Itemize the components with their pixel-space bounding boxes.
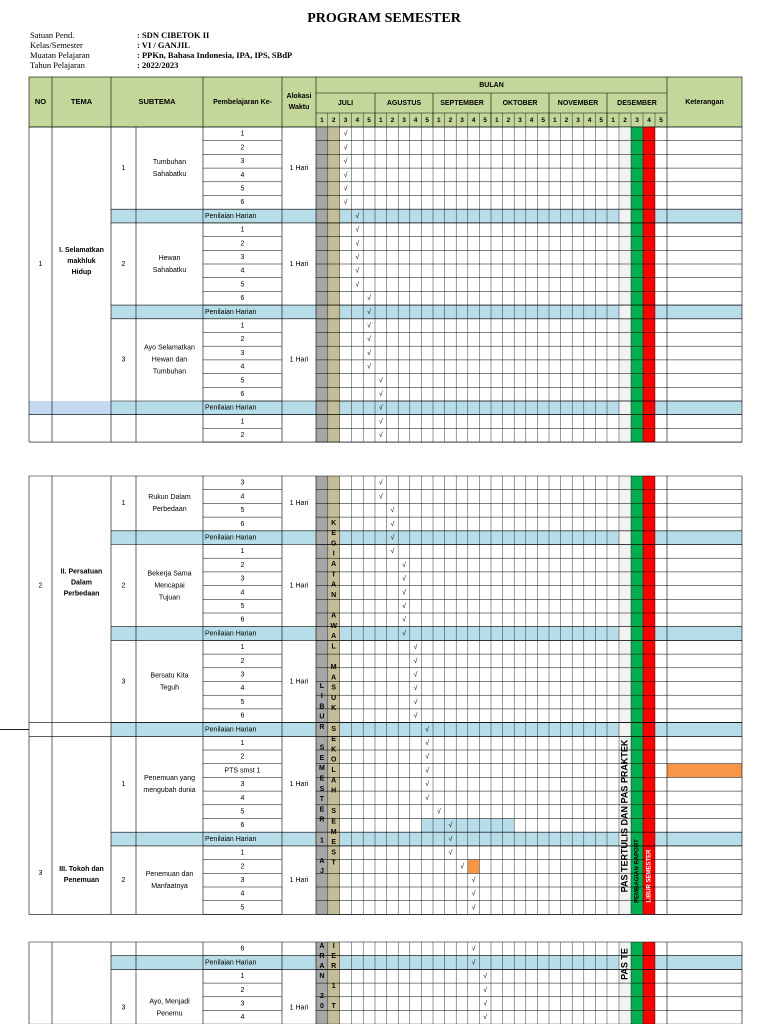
subtema-number: 1 <box>121 781 126 789</box>
pembelajaran-number: 5 <box>240 507 245 515</box>
kegiatan-awal-letter: A <box>331 581 337 589</box>
header-week-number: 5 <box>367 117 371 125</box>
pembelajaran-number: 6 <box>240 390 245 398</box>
schedule-check: √ <box>471 904 476 912</box>
pembelajaran-number: 4 <box>240 890 245 898</box>
libur-semester-letter: A <box>319 962 325 970</box>
libur-semester-letter: 2 <box>319 992 324 1000</box>
schedule-check: √ <box>343 185 348 193</box>
schedule-check: √ <box>425 767 430 775</box>
header-week-number: 1 <box>320 117 324 125</box>
schedule-check: √ <box>413 657 418 665</box>
pembelajaran-number: 3 <box>240 671 245 679</box>
subtema-number: 2 <box>121 876 126 884</box>
schedule-check: √ <box>413 685 418 693</box>
kegiatan-awal-letter: E <box>331 736 337 744</box>
header-pembelajaran: Pembelajaran Ke- <box>213 98 272 106</box>
schedule-check: √ <box>343 158 348 166</box>
pembelajaran-number: 4 <box>240 363 245 371</box>
penilaian-label: Penilaian Harian <box>205 630 257 638</box>
pembelajaran-number: 1 <box>240 226 245 234</box>
kegiatan-awal-letter: E <box>331 952 337 960</box>
alokasi-value: 1 Hari <box>289 582 309 590</box>
schedule-check: √ <box>378 493 383 501</box>
meta-label: Tahun Pelajaran <box>30 60 85 70</box>
schedule-check: √ <box>425 794 430 802</box>
tema-name: Perbedaan <box>63 590 100 598</box>
header-bulan: BULAN <box>479 81 504 89</box>
subtema-number: 3 <box>121 356 126 364</box>
tema-number: 2 <box>38 582 43 590</box>
libur-semester-letter: S <box>319 785 325 793</box>
kegiatan-awal-letter: T <box>331 571 336 579</box>
schedule-check: √ <box>471 890 476 898</box>
schedule-check: √ <box>367 308 372 316</box>
penilaian-label: Penilaian Harian <box>205 959 257 967</box>
libur-semester-letter: R <box>319 952 325 960</box>
kegiatan-awal-letter: A <box>331 633 337 641</box>
kegiatan-awal-letter: A <box>331 674 337 682</box>
header-month-agustus: AGUSTUS <box>386 99 422 107</box>
subtema-name: mengubah dunia <box>143 787 196 795</box>
subtema-name: Teguh <box>159 684 180 692</box>
kegiatan-awal-letter: S <box>331 684 337 692</box>
pas-label: PAS TERTULIS DAN PAS PRAKTEK <box>619 739 630 893</box>
schedule-check: √ <box>355 240 360 248</box>
libur-semester-letter: I <box>320 693 323 701</box>
libur-semester-letter: 1 <box>319 837 324 845</box>
header-week-number: 4 <box>413 117 418 125</box>
header-week-number: 3 <box>576 117 580 125</box>
pembelajaran-number: 6 <box>240 199 245 207</box>
subtema-name: Bersatu Kita <box>150 672 189 680</box>
pembelajaran-number: 5 <box>240 185 245 193</box>
schedule-check: √ <box>390 548 395 556</box>
schedule-check: √ <box>448 822 453 830</box>
pembelajaran-number: 2 <box>240 863 245 871</box>
kegiatan-awal-letter: A <box>331 777 337 785</box>
subtema-number: 2 <box>121 582 126 590</box>
libur-semester-letter: S <box>319 744 325 752</box>
pembelajaran-number: 1 <box>240 548 245 556</box>
schedule-check: √ <box>378 404 383 412</box>
header-week-number: 5 <box>599 117 604 125</box>
libur-semester-letter: J <box>319 868 324 876</box>
libur-semester-letter: A <box>319 857 325 865</box>
header-week-number: 1 <box>436 117 441 125</box>
header-alokasi: Waktu <box>288 103 310 111</box>
schedule-check: √ <box>413 644 418 652</box>
subtema-name: Ayo, Menjadi <box>149 998 190 1006</box>
libur-semester-letter: N <box>319 972 325 980</box>
header-month-november: NOVEMBER <box>557 99 599 107</box>
kegiatan-awal-letter: M <box>330 828 337 836</box>
kegiatan-awal-letter: G <box>330 540 337 548</box>
schedule-check: √ <box>448 849 453 857</box>
schedule-check: √ <box>343 199 348 207</box>
schedule-check: √ <box>378 377 383 385</box>
pas-column <box>619 127 631 442</box>
tema-number: 1 <box>38 260 43 268</box>
pembelajaran-number: 6 <box>240 822 245 830</box>
libur-semester-column <box>643 127 655 442</box>
meta-value: : 2022/2023 <box>137 60 179 70</box>
header-week-number: 5 <box>659 117 663 125</box>
schedule-check: √ <box>355 267 360 275</box>
alokasi-value: 1 Hari <box>289 500 309 508</box>
schedule-check: √ <box>390 520 395 528</box>
subtema-name: Penemuan dan <box>145 870 194 878</box>
subtema-name: Ayo Selamatkan <box>144 344 195 352</box>
libur-semester-letter: R <box>319 724 325 732</box>
pembelajaran-number: 6 <box>240 945 245 953</box>
pembelajaran-number: 4 <box>240 171 245 179</box>
header-week-number: 4 <box>587 117 592 125</box>
kegiatan-awal-letter: K <box>331 519 337 527</box>
pembelajaran-number: 5 <box>240 377 245 385</box>
meta-value: : SDN CIBETOK II <box>137 30 210 40</box>
schedule-check: √ <box>390 507 395 515</box>
schedule-check: √ <box>378 432 383 440</box>
subtema-number: 2 <box>121 260 126 268</box>
kegiatan-awal-letter: A <box>331 561 337 569</box>
header-week-number: 3 <box>402 117 406 125</box>
alokasi-value: 1 Hari <box>289 876 309 884</box>
schedule-check: √ <box>355 281 360 289</box>
pembelajaran-number: 2 <box>240 240 245 248</box>
libur-semester-letter: L <box>319 682 325 690</box>
kegiatan-awal-letter: 1 <box>331 982 336 990</box>
schedule-check: √ <box>343 171 348 179</box>
kegiatan-awal-letter: I <box>332 942 335 950</box>
schedule-check: √ <box>390 534 395 542</box>
header-week-number: 3 <box>460 117 464 125</box>
header-week-number: 1 <box>552 117 557 125</box>
header-alokasi: Alokasi <box>286 92 312 100</box>
libur-semester-letter: A <box>319 942 325 950</box>
meta-label: Muatan Pelajaran <box>30 50 90 60</box>
kegiatan-awal-letter: K <box>331 705 337 713</box>
schedule-check: √ <box>425 726 430 734</box>
alokasi-value: 1 Hari <box>289 164 309 172</box>
header-tema: TEMA <box>70 96 93 106</box>
tema-name: II. Persatuan <box>60 568 103 576</box>
header-week-number: 2 <box>564 117 569 125</box>
pembelajaran-number: 3 <box>240 479 245 487</box>
schedule-check: √ <box>425 753 430 761</box>
pembelajaran-number: 1 <box>240 130 245 138</box>
penilaian-label: Penilaian Harian <box>205 835 257 843</box>
subtema-name: Tumbuhan <box>152 158 187 166</box>
tema-name: Penemuan <box>63 877 100 885</box>
kegiatan-awal-letter: I <box>332 550 335 558</box>
kegiatan-awal-letter: E <box>331 530 337 538</box>
pembelajaran-number: 2 <box>240 657 245 665</box>
pembelajaran-number: 1 <box>240 739 245 747</box>
kegiatan-awal-letter: E <box>331 839 337 847</box>
pembelajaran-number: 4 <box>240 589 245 597</box>
pembelajaran-number: 2 <box>240 144 245 152</box>
header-week-number: 1 <box>611 117 615 125</box>
kegiatan-awal-letter: L <box>331 643 336 651</box>
tema-name: III. Tokoh dan <box>59 866 104 874</box>
subtema-number: 3 <box>121 1004 126 1012</box>
pembelajaran-number: 1 <box>240 973 245 981</box>
header-week-number: 3 <box>343 117 348 125</box>
schedule-check: √ <box>402 575 406 583</box>
subtema-name: Mencapai <box>154 582 185 590</box>
pembelajaran-number: 6 <box>240 295 245 303</box>
pembelajaran-number: 2 <box>240 561 245 569</box>
header-month-september: SEPTEMBER <box>440 99 484 107</box>
pembelajaran-number: 4 <box>240 794 245 802</box>
meta-label: Satuan Pend. <box>30 30 75 40</box>
kegiatan-awal-letter: S <box>331 808 337 816</box>
subtema-number: 3 <box>121 678 126 686</box>
libur-semester-letter: M <box>318 765 325 773</box>
header-week-number: 2 <box>623 117 627 125</box>
schedule-check: √ <box>367 336 372 344</box>
schedule-check: √ <box>483 1014 488 1022</box>
subtema-number: 1 <box>121 500 126 508</box>
kegiatan-awal-letter: E <box>331 818 337 826</box>
subtema-name: Rukun Dalam <box>148 494 191 502</box>
subtema-name: Tumbuhan <box>152 368 187 376</box>
libur-semester-letter: E <box>319 754 325 762</box>
header-week-number: 4 <box>471 117 476 125</box>
libur-semester-letter: E <box>319 806 325 814</box>
pembelajaran-number: 2 <box>240 753 245 761</box>
schedule-check: √ <box>378 390 383 398</box>
header-keterangan: Keterangan <box>685 98 724 106</box>
pembelajaran-number: 1 <box>240 418 245 426</box>
kegiatan-awal-letter: W <box>330 622 338 630</box>
schedule-check: √ <box>402 630 406 638</box>
pembelajaran-number: 2 <box>240 432 245 440</box>
libur-column <box>316 127 328 442</box>
header-week-number: 4 <box>647 117 651 125</box>
pembelajaran-number: 6 <box>240 712 245 720</box>
schedule-check: √ <box>413 712 418 720</box>
schedule-check: √ <box>367 363 372 371</box>
meta-value: : PPKn, Bahasa Indonesia, IPA, IPS, SBdP <box>137 50 293 60</box>
kegiatan-awal-letter: A <box>331 612 337 620</box>
subtema-name: Penemuan yang <box>144 775 195 783</box>
schedule-check: √ <box>471 945 476 953</box>
schedule-check: √ <box>402 602 406 610</box>
pembelajaran-number: 3 <box>240 158 245 166</box>
pembelajaran-number: 6 <box>240 616 245 624</box>
header-week-number: 4 <box>529 117 534 125</box>
pembelajaran-number: 5 <box>240 904 245 912</box>
tema-name: makhluk <box>67 258 96 266</box>
kegiatan-awal-letter: H <box>331 787 337 795</box>
schedule-check: √ <box>367 295 372 303</box>
pembelajaran-number: 4 <box>240 493 245 501</box>
subtema-name: Manfaatnya <box>151 882 188 890</box>
kegiatan-awal-letter: S <box>331 849 337 857</box>
pembelajaran-number: 1 <box>240 849 245 857</box>
kegiatan-awal-letter: R <box>331 962 337 970</box>
header-week-number: 4 <box>355 117 360 125</box>
tema-name: Dalam <box>70 579 93 587</box>
schedule-check: √ <box>460 863 464 871</box>
schedule-check: √ <box>402 589 406 597</box>
subtema-name: Hewan <box>158 254 181 262</box>
libur-semester-letter: B <box>319 703 325 711</box>
pembelajaran-number: 5 <box>240 808 245 816</box>
libur-semester-letter: T <box>319 796 325 804</box>
schedule-check: √ <box>367 322 372 330</box>
pas-label: PAS TE <box>619 948 630 980</box>
pembelajaran-number: 6 <box>240 520 245 528</box>
pembelajaran-number: 3 <box>240 575 245 583</box>
header-month-juli: JULI <box>337 99 354 107</box>
schedule-check: √ <box>367 349 372 357</box>
alokasi-value: 1 Hari <box>289 1004 309 1012</box>
kegiatan-awal-letter: T <box>331 1002 336 1010</box>
pembelajaran-number: 3 <box>240 253 245 261</box>
pembelajaran-number: 5 <box>240 698 245 706</box>
page-title: PROGRAM SEMESTER <box>307 11 461 26</box>
penilaian-label: Penilaian Harian <box>205 212 257 220</box>
header-week-number: 5 <box>483 117 488 125</box>
alokasi-value: 1 Hari <box>289 356 309 364</box>
subtema-name: Hewan dan <box>151 356 188 364</box>
header-week-number: 2 <box>506 117 511 125</box>
alokasi-value: 1 Hari <box>289 260 309 268</box>
pembelajaran-number: 1 <box>240 644 245 652</box>
header-week-number: 3 <box>518 117 522 125</box>
header-no: NO <box>34 96 47 106</box>
header-month-oktober: OKTOBER <box>502 99 538 107</box>
subtema-name: Sahabatku <box>152 266 187 274</box>
schedule-check: √ <box>413 671 418 679</box>
schedule-check: √ <box>355 212 360 220</box>
libur-semester-letter: U <box>319 713 325 721</box>
penilaian-label: Penilaian Harian <box>205 308 257 316</box>
pembelajaran-number: 3 <box>240 876 245 884</box>
subtema-name: Tujuan <box>158 594 181 602</box>
pembelajaran-number: 4 <box>240 685 245 693</box>
kegiatan-awal-letter: O <box>330 756 337 764</box>
penilaian-label: Penilaian Harian <box>205 534 257 542</box>
penilaian-row-bg <box>29 401 111 415</box>
pembelajaran-number: PTS smst 1 <box>224 767 261 775</box>
schedule-check: √ <box>402 561 406 569</box>
schedule-check: √ <box>448 835 453 843</box>
header-week-number: 5 <box>541 117 546 125</box>
schedule-check: √ <box>436 808 441 816</box>
pembelajaran-number: 5 <box>240 281 245 289</box>
schedule-check: √ <box>483 986 488 994</box>
kegiatan-awal-letter: S <box>331 725 337 733</box>
schedule-check: √ <box>355 253 360 261</box>
kegiatan-awal-letter: K <box>331 746 337 754</box>
meta-label: Kelas/Semester <box>30 40 83 50</box>
schedule-check: √ <box>425 781 430 789</box>
pts-highlight <box>667 764 742 778</box>
kegiatan-awal-letter: M <box>330 664 337 672</box>
raport-column <box>631 127 643 442</box>
kegiatan-awal-letter: T <box>331 859 336 867</box>
libur-semester-letter: 0 <box>319 1002 324 1010</box>
header-week-number: 3 <box>635 117 639 125</box>
kegiatan-awal-letter: L <box>331 767 336 775</box>
schedule-check: √ <box>378 418 383 426</box>
pembelajaran-number: 4 <box>240 267 245 275</box>
schedule-check: √ <box>471 959 476 967</box>
subtema-name: Bekerja Sama <box>147 570 192 578</box>
header-week-number: 2 <box>331 117 336 125</box>
meta-value: : VI / GANJIL <box>137 40 190 50</box>
schedule-check: √ <box>402 616 406 624</box>
kegiatan-awal-letter: U <box>331 694 337 702</box>
alokasi-value: 1 Hari <box>289 678 309 686</box>
kegiatan-awal-letter: N <box>331 591 337 599</box>
pembelajaran-number: 5 <box>240 602 245 610</box>
pembelajaran-number: 4 <box>240 1014 245 1022</box>
libur-semester-letter: R <box>319 816 325 824</box>
header-month-desember: DESEMBER <box>617 99 657 107</box>
pembelajaran-number: 3 <box>240 349 245 357</box>
libur-semester-label: LIBUR SEMESTER <box>646 849 653 903</box>
subtema-name: Perbedaan <box>152 506 187 514</box>
pembelajaran-number: 3 <box>240 1000 245 1008</box>
pembelajaran-number: 1 <box>240 322 245 330</box>
penilaian-label: Penilaian Harian <box>205 404 257 412</box>
schedule-check: √ <box>355 226 360 234</box>
schedule-check: √ <box>425 739 430 747</box>
header-subtema: SUBTEMA <box>138 96 176 106</box>
subtema-number: 1 <box>121 164 126 172</box>
schedule-check: √ <box>483 973 488 981</box>
subtema-name: Sahabatku <box>152 170 187 178</box>
pembelajaran-number: 3 <box>240 781 245 789</box>
kegiatan-column <box>328 127 340 442</box>
header-week-number: 1 <box>378 117 383 125</box>
schedule-check: √ <box>343 144 348 152</box>
header-week-number: 2 <box>390 117 395 125</box>
tema-name: Hidup <box>71 269 92 277</box>
header-week-number: 1 <box>494 117 499 125</box>
schedule-check: √ <box>471 876 476 884</box>
schedule-check: √ <box>413 698 418 706</box>
raport-label: PEMBAGIAN RAPORT <box>634 839 641 903</box>
schedule-check: √ <box>483 1000 488 1008</box>
header-week-number: 5 <box>425 117 430 125</box>
penilaian-label: Penilaian Harian <box>205 726 257 734</box>
subtema-name: Penemu <box>156 1010 183 1018</box>
tema-number: 3 <box>38 870 43 878</box>
header-week-number: 2 <box>448 117 453 125</box>
schedule-check: √ <box>343 130 348 138</box>
tema-name: I. Selamatkan <box>59 247 104 255</box>
libur-semester-letter: E <box>319 775 325 783</box>
pembelajaran-number: 2 <box>240 986 245 994</box>
orange-marker <box>468 860 480 874</box>
alokasi-value: 1 Hari <box>289 781 309 789</box>
pembelajaran-number: 2 <box>240 336 245 344</box>
schedule-check: √ <box>378 479 383 487</box>
